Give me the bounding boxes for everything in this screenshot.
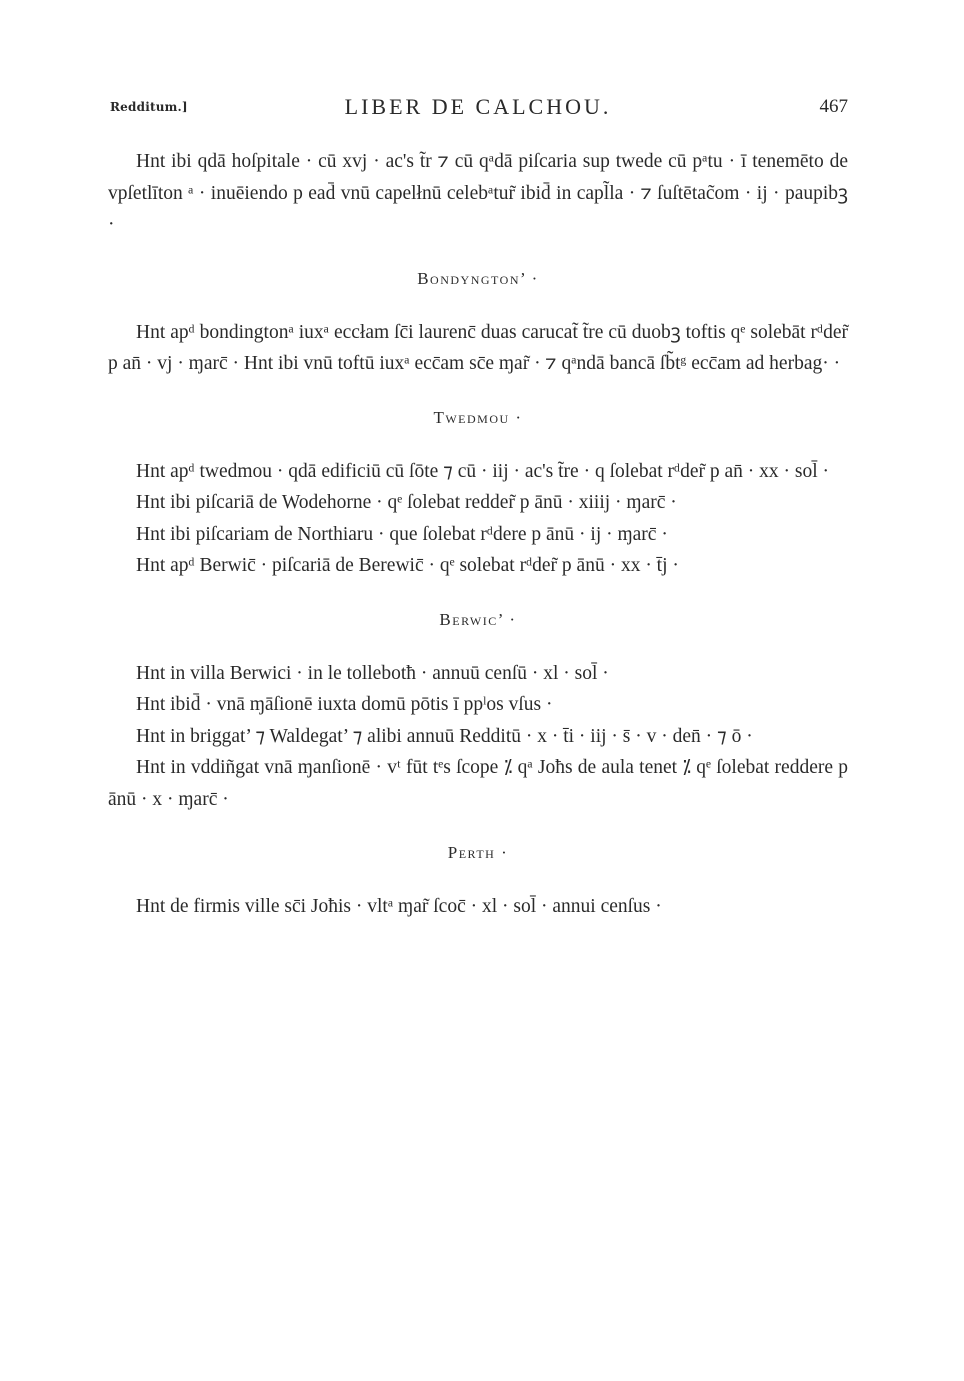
paragraph: Hnt de firmis ville sc̄i Joħis · vltᵃ ɱar̃ ſcoc̄ · xl · sol̄ · annui cenſus · bbox=[136, 896, 662, 917]
running-head: Redditum.] bbox=[110, 100, 188, 114]
section-heading-perth: Perth · bbox=[447, 843, 509, 862]
paragraph: Hnt apᵈ twedmou · qdā edificiū cū ſōte ⁊ cū · iij · ac's t̃re · q ſolebat rᵈder̃ p an̄ · xx · sol̄ · bbox=[136, 460, 829, 482]
paragraph: Hnt ibi qdā hoſpitale · cū xvj · ac's t̃r ⁊ cū qᵃdā piſcaria sup twede cū pᵃtu · ī tenemēto de vpſetlīton ᵃ · inuēiendo p ead̄ vnū capelłnū celebᵃtur̃ ibid̄ in capl̃la · ⁊ ſuſtētac̃om · ij · paupibꝫ · bbox=[108, 151, 848, 235]
paragraph: Hnt in briggat’ ⁊ Waldegat’ ⁊ alibi annuū Redditū · x · t̄i · iij · s̄ · v · den̄ · ⁊ ō · bbox=[136, 725, 753, 747]
paragraph: Hnt in vddiñgat vnā ɱanſionē · vᵗ fūt tᵉs ſcope ⁒ qᵃ Joħs de aula tenet ⁒ qᵉ ſolebat reddere p ānū · x · ɱarc̄ · bbox=[108, 757, 848, 810]
page-title: LIBER DE CALCHOU. bbox=[344, 94, 612, 119]
page-number: 467 bbox=[819, 96, 848, 117]
section-heading-twedmou: Twedmou · bbox=[433, 407, 523, 427]
paragraph: Hnt ibi piſcariam de Northiaru · que ſolebat rᵈdere p ānū · ij · ɱarc̄ · bbox=[136, 523, 668, 545]
paragraph: Hnt ibid̄ · vnā ɱāſionē iuxta domū pōtis ī ppˡos vſus · bbox=[136, 694, 553, 715]
page-header bbox=[108, 94, 848, 124]
section-heading-bondyngton: Bondyngton’ · bbox=[417, 268, 539, 288]
page-body bbox=[108, 146, 848, 923]
section-heading-berwic: Berwic’ · bbox=[439, 609, 517, 629]
paragraph: Hnt apᵈ bondingtonᵃ iuxᵃ eccłam ſc̄i laurenc̄ duas carucat̃ t̃re cū duobꝫ toftis qᵉ solebāt rᵈder̃ p an̄ · vj · ɱarc̄ · Hnt ibi vnū toftū iuxᵃ ecc̄am sc̄e ɱar̃ · ⁊ qᵃndā bancā ſb̃tᵍ ecc̄am ad herbag· · bbox=[108, 321, 848, 374]
paragraph: Hnt in villa Berwici · in le tollebotħ · annuū cenſū · xl · sol̄ · bbox=[136, 662, 609, 684]
paragraph: Hnt ibi piſcariā de Wodehorne · qᵉ ſolebat redder̃ p ānū · xiiij · ɱarc̄ · bbox=[136, 492, 677, 513]
paragraph: Hnt apᵈ Berwic̄ · piſcariā de Berewic̄ · qᵉ solebat rᵈder̃ p ānū · xx · t̄j · bbox=[136, 555, 679, 576]
